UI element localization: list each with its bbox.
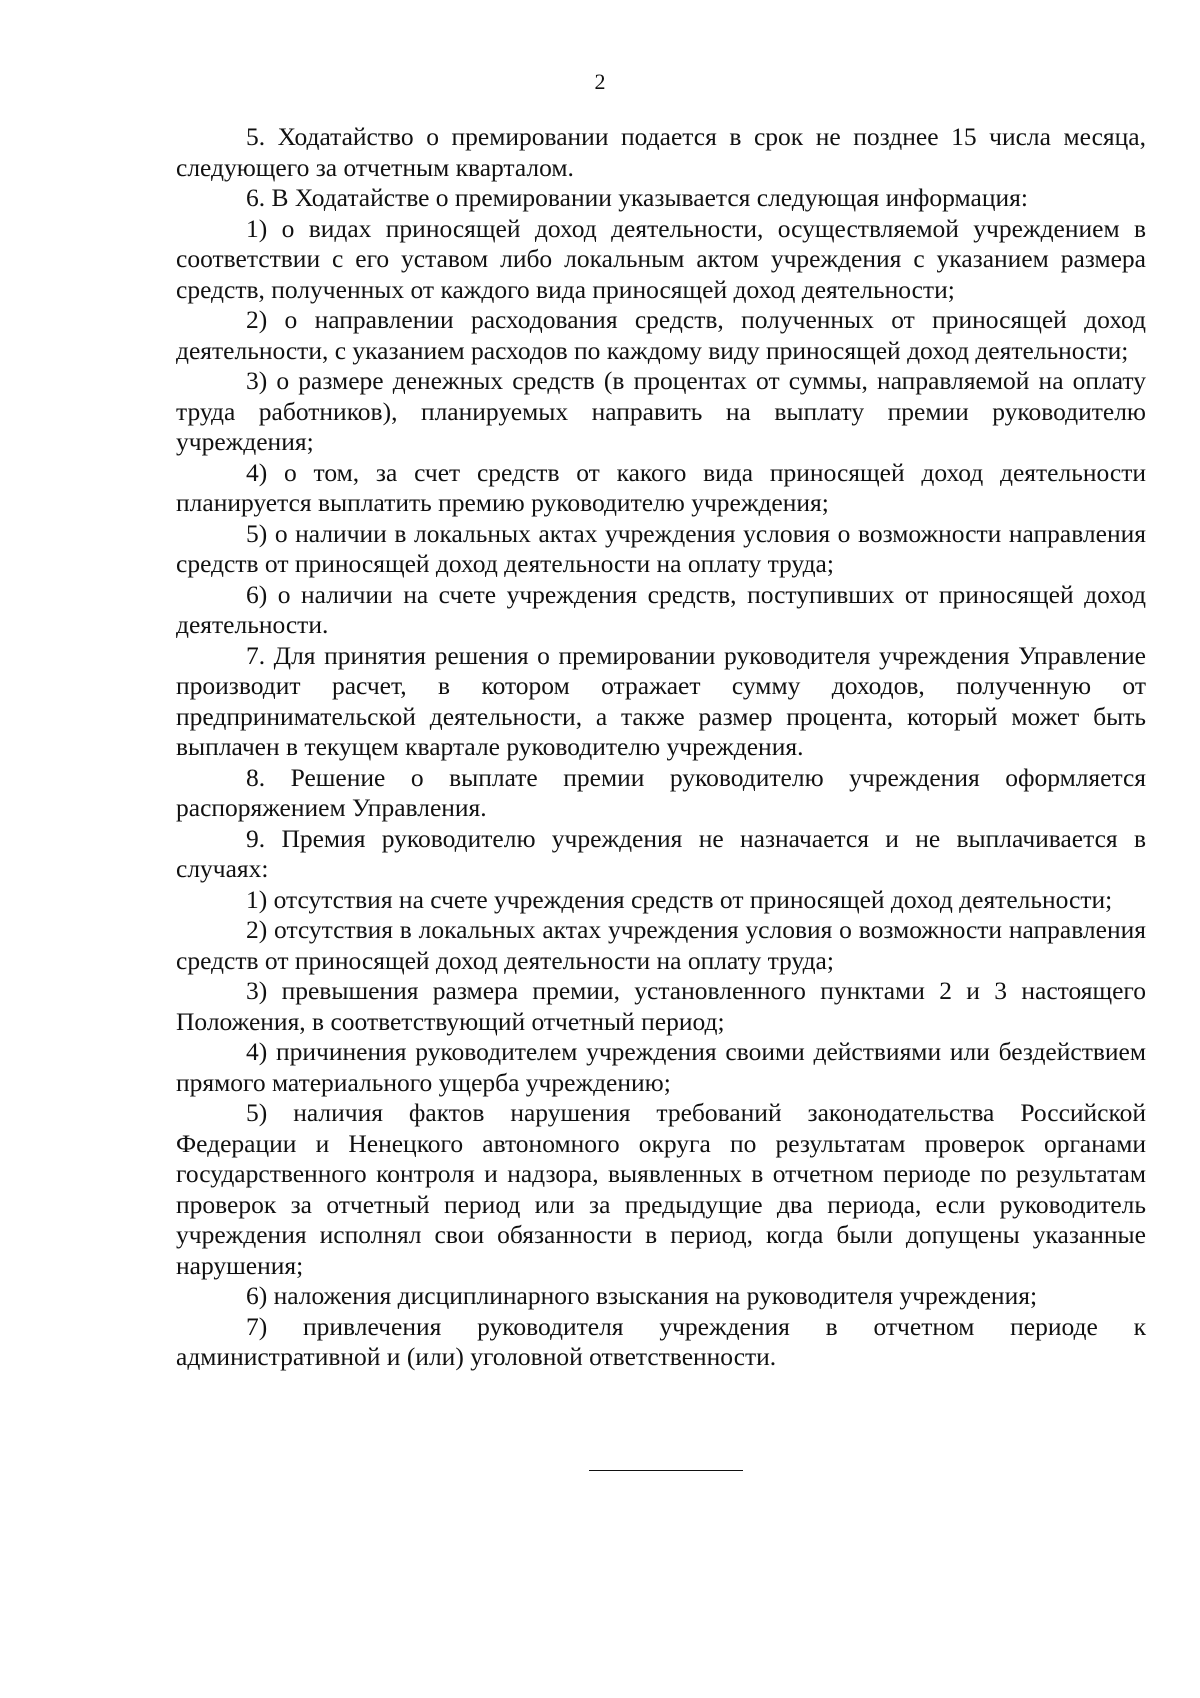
paragraph-7: 7. Для принятия решения о премировании руководителя учреждения Управление производит расчет, в котором отражает сумму доходов, полученную от предпринимательской деятельности, а также размер процента, который может быть выплачен в текущем квартале руководителю учреждения.: [176, 640, 1146, 761]
paragraph-9-item-6: 6) наложения дисциплинарного взыскания на руководителя учреждения;: [246, 1281, 1038, 1310]
document-body: [176, 122, 1146, 1373]
paragraph-6-item-5: 5) о наличии в локальных актах учреждения условия о возможности направления средств от приносящей доход деятельности на оплату труда;: [176, 518, 1146, 578]
paragraph-9-item-7: 7) привлечения руководителя учреждения в отчетном периоде к административной и (или) уголовной ответственности.: [176, 1311, 1146, 1371]
paragraph-9: 9. Премия руководителю учреждения не назначается и не выплачивается в случаях:: [176, 823, 1146, 883]
paragraph-9-item-4: 4) причинения руководителем учреждения своими действиями или бездействием прямого материального ущерба учреждению;: [176, 1037, 1146, 1097]
paragraph-6-item-3: 3) о размере денежных средств (в процентах от суммы, направляемой на оплату труда работников), планируемых направить на выплату премии руководителю учреждения;: [176, 366, 1146, 456]
paragraph-9-item-5: 5) наличия фактов нарушения требований законодательства Российской Федерации и Ненецкого автономного округа по результатам проверок органами государственного контроля и надзора, выявленных в отчетном периоде по результатам проверок за отчетный период или за предыдущие два периода, если руководитель учреждения исполнял свои обязанности в период, когда были допущены указанные нарушения;: [176, 1098, 1146, 1280]
paragraph-6-item-2: 2) о направлении расходования средств, полученных от приносящей доход деятельности, с указанием расходов по каждому виду приносящей доход деятельности;: [176, 305, 1146, 365]
paragraph-6: 6. В Ходатайстве о премировании указывается следующая информация:: [246, 183, 1028, 212]
paragraph-9-item-2: 2) отсутствия в локальных актах учреждения условия о возможности направления средств от приносящей доход деятельности на оплату труда;: [176, 915, 1146, 975]
paragraph-6-item-1: 1) о видах приносящей доход деятельности, осуществляемой учреждением в соответствии с его уставом либо локальным актом учреждения с указанием размера средств, полученных от каждого вида приносящей доход деятельности;: [176, 213, 1146, 304]
page-number: 2: [594, 69, 606, 94]
paragraph-6-item-4: 4) о том, за счет средств от какого вида приносящей доход деятельности планируется выплатить премию руководителю учреждения;: [176, 457, 1146, 517]
paragraph-8: 8. Решение о выплате премии руководителю учреждения оформляется распоряжением Управления.: [176, 762, 1146, 822]
paragraph-5: 5. Ходатайство о премировании подается в срок не позднее 15 числа месяца, следующего за отчетным кварталом.: [176, 122, 1146, 182]
paragraph-9-item-3: 3) превышения размера премии, установленного пунктами 2 и 3 настоящего Положения, в соответствующий отчетный период;: [176, 976, 1146, 1036]
paragraph-6-item-6: 6) о наличии на счете учреждения средств, поступивших от приносящей доход деятельности.: [176, 579, 1146, 639]
end-of-document-rule: [589, 1470, 743, 1471]
paragraph-9-item-1: 1) отсутствия на счете учреждения средств от приносящей доход деятельности;: [246, 884, 1113, 914]
